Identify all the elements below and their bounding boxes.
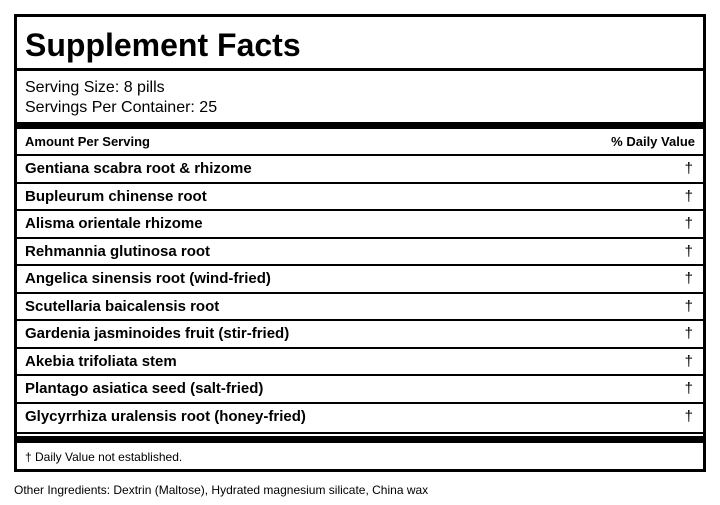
ingredient-row [17, 154, 703, 182]
daily-value-mark: † [684, 242, 693, 260]
ingredient-name: Scutellaria baicalensis root [25, 297, 220, 315]
thick-divider-top [17, 122, 703, 129]
ingredient-row [17, 292, 703, 320]
ingredient-row [17, 182, 703, 210]
footnote: † Daily Value not established. [25, 450, 183, 464]
ingredient-row [17, 237, 703, 265]
ingredient-row [17, 209, 703, 237]
list-end-divider [17, 432, 703, 434]
daily-value-mark: † [684, 215, 693, 232]
panel-title: Supplement Facts [25, 27, 301, 63]
ingredient-name: Akebia trifoliata stem [25, 352, 177, 370]
thick-divider-bottom [17, 436, 703, 443]
ingredient-name: Gardenia jasminoides fruit (stir-fried) [25, 325, 290, 342]
daily-value-mark: † [684, 352, 693, 370]
title-divider [17, 68, 703, 71]
daily-value-mark: † [684, 297, 693, 315]
ingredient-list [17, 154, 703, 429]
other-ingredients: Other Ingredients: Dextrin (Maltose), Hydrated magnesium silicate, China wax [14, 483, 429, 497]
amount-per-serving-label: Amount Per Serving [25, 134, 150, 149]
ingredient-row [17, 264, 703, 292]
ingredient-row [17, 347, 703, 375]
ingredient-name: Bupleurum chinense root [25, 187, 207, 205]
amount-header-row [17, 130, 703, 154]
ingredient-row [17, 374, 703, 402]
ingredient-row [17, 402, 703, 430]
daily-value-mark: † [684, 187, 693, 205]
daily-value-mark: † [684, 325, 693, 342]
daily-value-label: % Daily Value [611, 134, 695, 149]
ingredient-name: Glycyrrhiza uralensis root (honey-fried) [25, 407, 306, 425]
ingredient-row [17, 319, 703, 347]
ingredient-name: Gentiana scabra root & rhizome [25, 160, 252, 177]
servings-per-container: Servings Per Container: 25 [25, 99, 218, 116]
ingredient-name: Plantago asiatica seed (salt-fried) [25, 380, 264, 397]
daily-value-mark: † [684, 160, 693, 177]
ingredient-name: Alisma orientale rhizome [25, 215, 203, 232]
daily-value-mark: † [684, 380, 693, 397]
daily-value-mark: † [684, 407, 693, 425]
serving-size: Serving Size: 8 pills [25, 79, 165, 96]
supplement-facts-panel [14, 14, 706, 472]
ingredient-name: Rehmannia glutinosa root [25, 242, 211, 260]
daily-value-mark: † [684, 270, 693, 287]
ingredient-name: Angelica sinensis root (wind-fried) [25, 270, 271, 287]
